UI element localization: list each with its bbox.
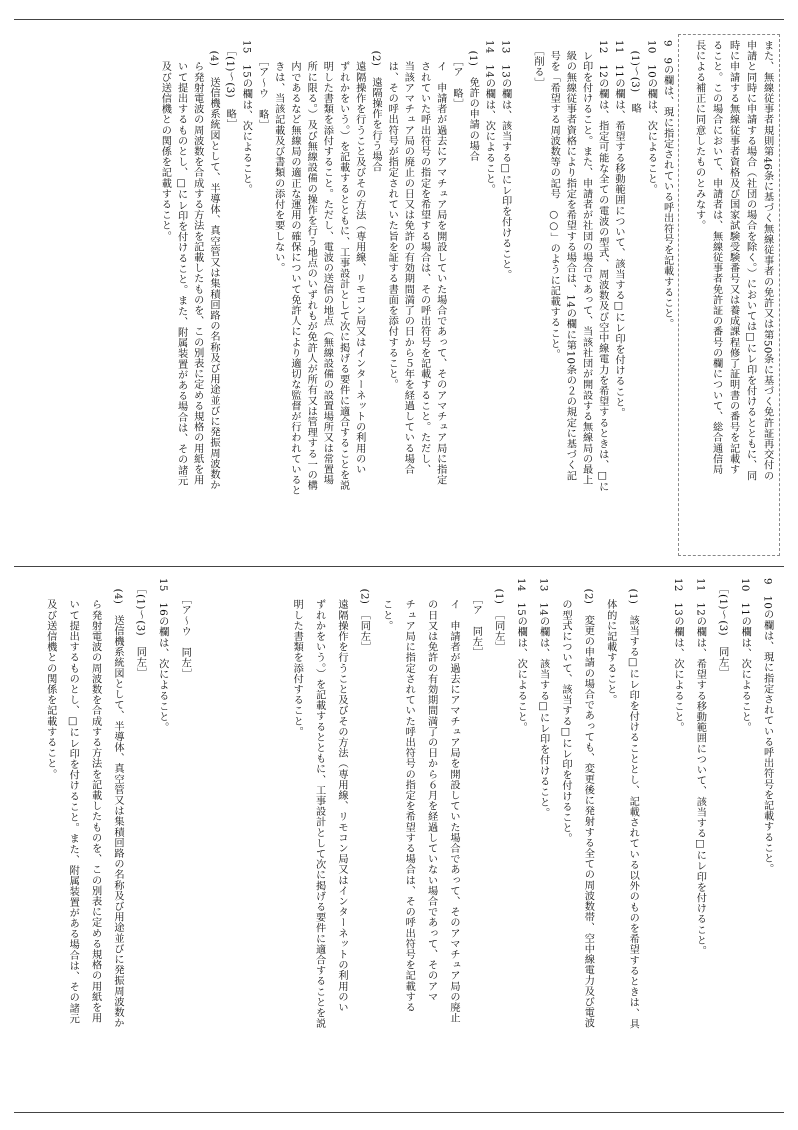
bottom-text-line: ［(1)～(3) 同左］: [134, 578, 146, 679]
boxed-text-line: 時に申請する無線従事者資格及び国家試験受験番号又は養成課程修了証明書の番号を記載す: [727, 40, 739, 475]
bottom-text-line: (4) 送信機系統図として、半導体、真空管又は集積回路の名称及び用途並びに発振周波数か: [111, 578, 123, 1029]
top-text-line: (1)～(3) 略: [629, 40, 641, 114]
top-text-line: 14 14の欄は、次によること。: [483, 40, 495, 195]
bottom-text-line: (2) ［同左］: [358, 578, 370, 653]
top-text-line: 内であるなど無線局の適正な運用の確保について免許人により適切な監督が行われていると: [288, 40, 300, 496]
boxed-text-line: 申請と同時に申請する場合（社団の場合を除く。）においては□にレ印を付けるとともに、同: [744, 40, 756, 481]
bottom-text-line: ら発射電波の周波数を合成する方法を記載したものを、この別表に定める規格の用紙を用: [89, 578, 101, 1024]
bottom-text-line: 及び送信機との関係を記載すること。: [44, 578, 56, 780]
bottom-text-line: (2) 変更の申請の場合であっても、変更後に発射する全ての周波数帯、空中線電力及び電波: [582, 578, 594, 1029]
bottom-text-line: チュア局に指定されていた呼出符号の指定を希望する場合は、その呼出符号を記載する: [403, 578, 415, 1013]
top-text-line: いて提出するものとし、□にレ印を付けること。また、附属装置がある場合は、その諸元: [175, 40, 187, 486]
bottom-text-line: 体的に記載すること。: [604, 578, 616, 706]
top-text-line: 9 9の欄は、現に指定されている呼出符号を記載すること。: [661, 40, 673, 330]
top-text-line: きは、当該記載及び書類の添付を要しない。: [272, 40, 284, 274]
bottom-text-line: 遠隔操作を行うこと及びその方法（専用線、リモコン局又はインターネットの利用のい: [335, 578, 347, 1013]
boxed-text-line: 長による補正に同意したものとみなす。: [693, 40, 705, 231]
top-text-line: 10 10の欄は、次によること。: [645, 40, 657, 195]
bottom-text-line: 明した書類を添付すること。: [291, 578, 303, 737]
bottom-text-line: いて提出するものとし、□にレ印を付けること。また、附属装置がある場合は、その諸元: [67, 578, 79, 1024]
top-text-line: 号を「希望する周波数等の記号 ○○」のように記載すること。: [548, 40, 560, 360]
bottom-text-line: ずれかをいう。）を記載するとともに、工事設計として次に掲げる要件に適合することを説: [313, 578, 325, 1029]
top-text-line: (1) 免許の申請の場合: [467, 40, 479, 162]
bottom-text-line: (1) 該当する□にレ印を付けることとし、記載されている以外のものを希望するときは、具: [627, 578, 639, 1030]
bottom-text-line: こと。: [380, 578, 392, 631]
top-text-line: ずれかをいう。）を記載するとともに、工事設計として次に掲げる要件に適合することを説: [337, 40, 349, 491]
bottom-text-line: の日又は免許の有効期間満了の日から６月を経過していない場合であって、そのアマ: [425, 578, 437, 1002]
bottom-text-line: ［ア～ウ 同左］: [179, 578, 191, 679]
bottom-text-line: 15 16の欄は、次によること。: [156, 578, 168, 733]
top-text-line: ［削る］: [531, 40, 543, 88]
top-text-line: 当該アマチュア局の廃止の日又は免許の有効期間満了の日から５年を経過している場合: [402, 40, 414, 475]
page-bottom-rule: [14, 1112, 784, 1113]
boxed-text-line: ること。この場合において、申請者は、無線従事者免許証の番号の欄について、総合通信局: [710, 40, 722, 475]
bottom-text-line: イ 申請者が過去にアマチュア局を開設していた場合であって、そのアマチュア局の廃止: [447, 578, 459, 1024]
top-text-line: ら発射電波の周波数を合成する方法を記載したものを、この別表に定める規格の用紙を用: [191, 40, 203, 486]
top-text-line: レ印を付けること。また、申請者が社団の場合であって、当該社団が開設する無線局の最上: [580, 40, 592, 486]
top-text-line: (4) 送信機系統図として、半導体、真空管又は集積回路の名称及び用途並びに発振周波数か: [207, 40, 219, 491]
top-text-line: 明した書類を添付すること。ただし、電波の送信の地点（無線設備の設置場所又は常置場: [321, 40, 333, 486]
top-text-line: されていた呼出符号の指定を希望する場合は、その呼出符号を記載すること。ただし、: [418, 40, 430, 475]
top-text-line: 級の無線従事者資格により指定を希望する場合は、14の欄に第10条の２の規定に基づく記: [564, 40, 576, 481]
bottom-text-line: 14 15の欄は、次によること。: [515, 578, 527, 733]
top-text-line: 12 12の欄は、指定可能な全ての電波の型式、周波数及び空中線電力を希望するときは、□に: [596, 40, 608, 493]
top-text-line: (2) 遠隔操作を行う場合: [369, 40, 381, 173]
top-text-line: 及び送信機との関係を記載すること。: [159, 40, 171, 242]
bottom-text-line: 11 12の欄は、希望する移動範囲について、該当する□にレ印を付けること。: [694, 578, 706, 957]
top-text-line: ［ア～ウ 略］: [256, 40, 268, 131]
top-text-line: 13 13の欄は、該当する□にレ印を付けること。: [499, 40, 511, 281]
bottom-text-line: ［(1)～(3) 同左］: [716, 578, 728, 679]
top-text-line: ［ア 略］: [450, 40, 462, 110]
top-text-line: 所に限る。）及び無線設備の操作を行う地点のいずれもが免許人が所有又は管理する一の構: [305, 40, 317, 491]
bottom-text-line: 10 11の欄は、次によること。: [739, 578, 751, 733]
bottom-text-line: ［ア 同左］: [470, 578, 482, 658]
boxed-text-line: また、無線従事者規則第46条に基づく無線従事者の免許又は第50条に基づく免許証再交付の: [761, 40, 773, 481]
top-text-line: 遠隔操作を行うこと及びその方法（専用線、リモコン局又はインターネットの利用のい: [353, 40, 365, 475]
top-text-line: 15 15の欄は、次によること。: [240, 40, 252, 195]
bottom-text-line: 13 14の欄は、該当する□にレ印を付けること。: [537, 578, 549, 819]
top-text-line: は、その呼出符号が指定されていた旨を証する書面を添付すること。: [386, 40, 398, 390]
bottom-text-line: 12 13の欄は、次によること。: [671, 578, 683, 733]
top-text-line: 11 11の欄は、希望する移動範囲について、該当する□にレ印を付けること。: [612, 40, 624, 419]
bottom-text-line: の型式について、該当する□にレ印を付けること。: [559, 578, 571, 844]
top-text-line: イ 申請者が過去にアマチュア局を開設していた場合であって、そのアマチュア局に指定: [434, 40, 446, 486]
bottom-text-line: (1) ［同左］: [492, 578, 504, 653]
bottom-text-line: 9 10の欄は、現に指定されている呼出符号を記載すること。: [761, 578, 773, 875]
top-text-line: ［(1)～(3) 略］: [224, 40, 236, 130]
page-middle-rule: [14, 566, 784, 567]
page-top-rule: [14, 19, 784, 20]
